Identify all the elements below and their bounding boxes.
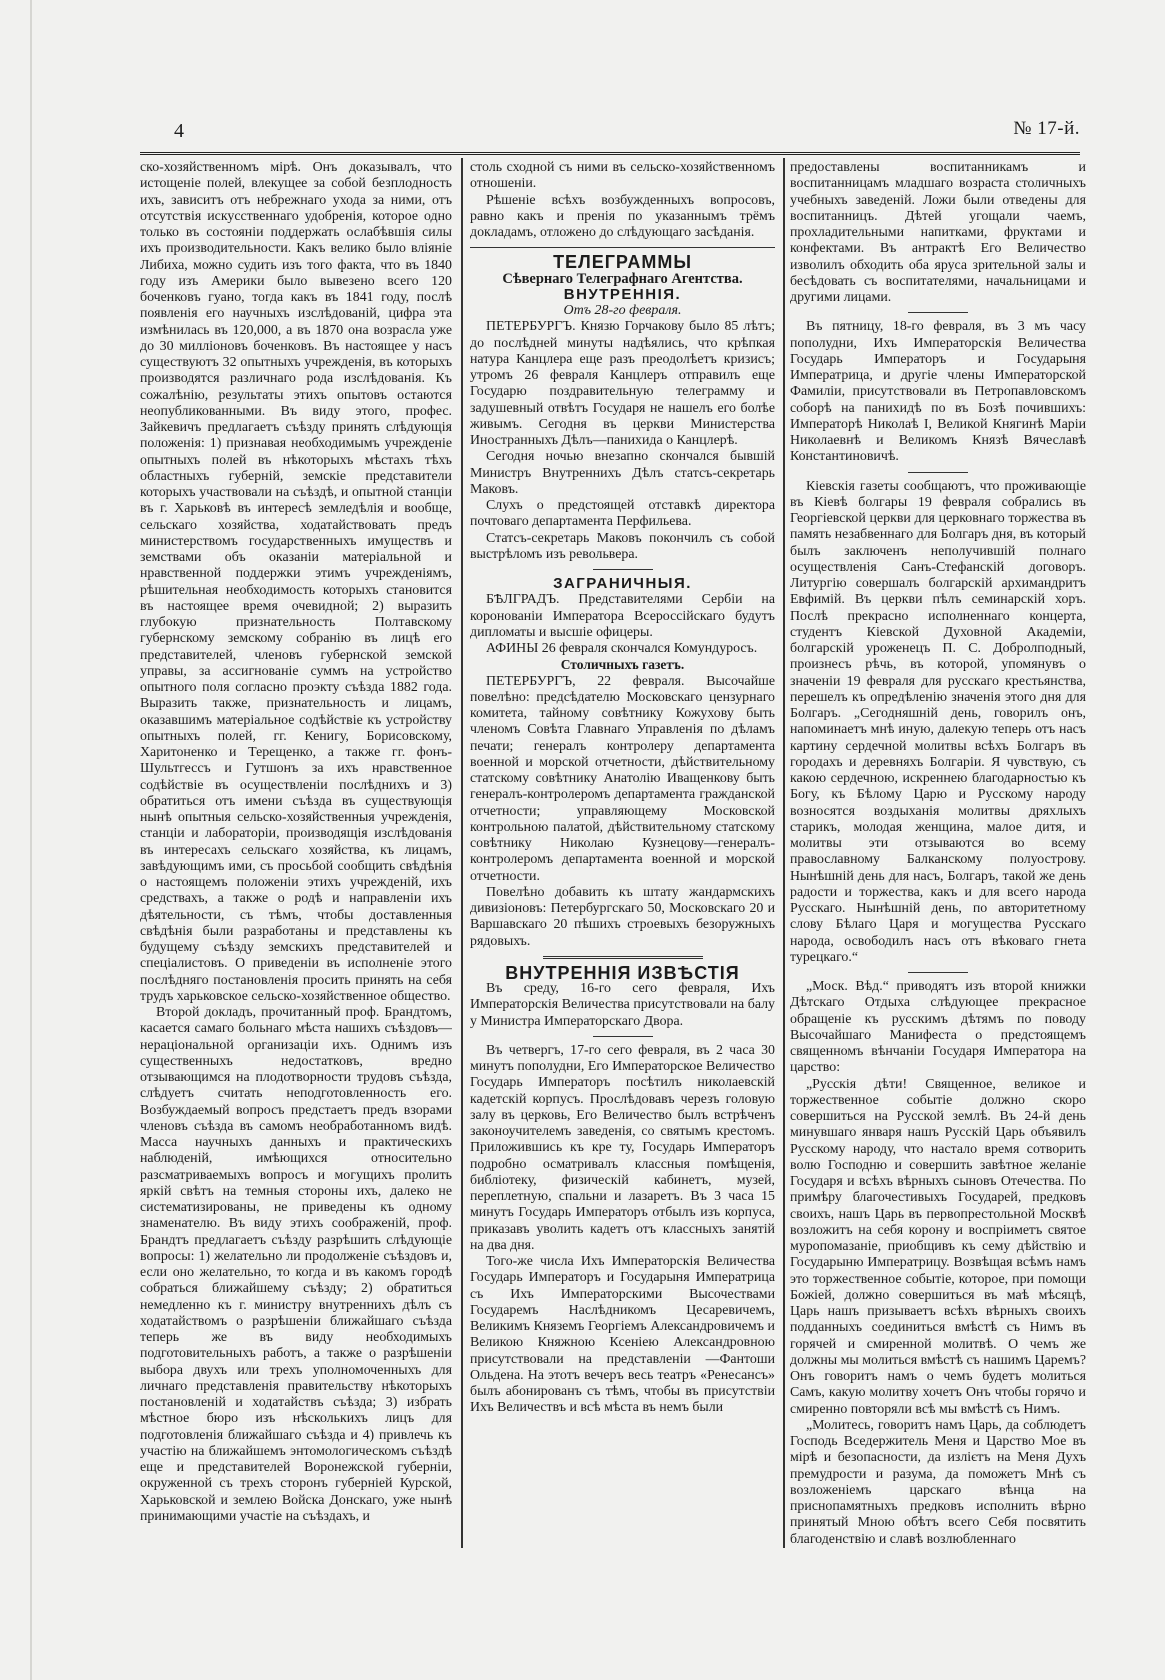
telegram-item: БѢЛГРАДЪ. Представителями Сербіи на коронованіи Императора Всероссійскаго будутъ дипломаты и высшіе офицеры. <box>470 592 775 640</box>
section-rule <box>593 1036 653 1037</box>
header-rule <box>140 152 1080 155</box>
news-item: Въ пятницу, 18-го февраля, въ 3 мъ часу пополудни, Ихъ Императорскія Величества Государь Императоръ и Государыня Императрица, и другіе члены Императорской Фамиліи, присутствовали въ Петропавловскомъ соборѣ на панихидѣ по въ Бозѣ почившихъ: Императорѣ Николаѣ I, Великой Княгинѣ Маріи Николаевнѣ и Великомъ Князѣ Вячеславѣ Константиновичѣ. <box>790 319 1086 465</box>
foreign-heading: ЗАГРАНИЧНЫЯ. <box>553 575 692 592</box>
column-middle <box>470 160 775 1545</box>
article-paragraph: столь сходной съ ними въ сельско-хозяйственномъ отношеніи. <box>470 160 775 192</box>
article-paragraph: ско-хозяйственномъ мірѣ. Онъ доказывалъ, что истощеніе полей, влекущее за собой безплодность ихъ, зависитъ отъ небрежнаго ухода за ними, отъ отсутствія искусственнаго удобренія, которое одно только въ состояніи поддержать ослабѣвшія силы ихъ производительности. Какъ велико было вліяніе Либиха, можно судить изъ того факта, что въ 1840 году изъ Америки было вывезено всего 120 боченковъ гуано, тогда какъ въ 1841 году, послѣ появленія его научныхъ изслѣдованій, цифра эта измѣнилась въ 120,000, а въ 1870 она возрасла уже до 30 милліоновъ боченковъ. Въ настоящее у насъ существуютъ 32 опытныхъ учрежденія, въ которыхъ производятся различнаго рода изслѣдованія. Къ сожалѣнію, результаты этихъ опытовъ остаются неопубликованными. Въ виду этого, профес. Зайкевичъ предлагаетъ съѣзду принять слѣдующія положенія: 1) признавая необходимымъ учрежденіе опытныхъ полей въ нѣкоторыхъ мѣстахъ тѣхъ областныхъ губерній, земскіе представители которыхъ участвовали на съѣздѣ, и опытной станціи въ г. Харьковѣ въ интересѣ земледѣлія и вообще, сельскаго хозяйства, ходатайствовать предъ министерствомъ государственныхъ имуществъ и земствами объ оказаніи матеріальной и нравственной поддержки этимъ учрежденіямъ, рѣшительная необходимость которыхъ становится въ настоящее время очевидной; 2) выразить глубокую признательность Полтавскому губернскому земскому собранію въ лицѣ его представителей, членовъ губернской земской управы, за ассигнованіе суммъ на устройство опытного поля согласно проэкту съѣзда 1882 года. Выразить также, признательность и лицамъ, оказавшимъ матеріальное содѣйствіе къ устройству опытныхъ полей, гг. Кенигу, Борисовскому, Харитоненко и Терещенко, а также гг. фонъ-Шультгессъ и Гутшонъ за ихъ нравственное содѣйствіе въ осуществленіи послѣднихъ и 3) обратиться отъ имени съѣзда въ существующія нынѣ опытныя сельско-хозяйственныя учрежденія, станціи и лабораторіи, производящія изслѣдованія въ интересахъ сельскаго хозяйства, къ лицамъ, завѣдующимъ ими, съ просьбой сообщить свѣдѣнія о настоящемъ положеніи этихъ учрежденій, ихъ средствахъ, а также о родѣ и направленіи ихъ дѣятельности, съ тѣмъ, чтобы доставленныя свѣдѣнія были разработаны и представлены къ будущему съѣзду земскихъ представителей и спеціалистовъ. О приведеніи въ исполненіе этого послѣдняго постановленія просить принять на себя трудъ харьковское сельско-хозяйственное общество. <box>140 160 452 1004</box>
news-item: „Русскія дѣти! Священное, великое и торжественное событіе должно скоро совершиться на Русской землѣ. Въ 24-й день минувшаго января нашъ Русскій Царь объявилъ Русскому народу, что настало время сотворить волю Господню и совершить завѣтное желаніе Государя и всѣхъ вѣрныхъ сыновъ Отечества. По примѣру благочестивыхъ Государей, предковъ своихъ, нашъ Царь въ первопрестольной Москвѣ возложитъ на себя корону и воспріиметъ святое муропомазаніе, приобщивъ къ сему дѣйствію и Государыню Императрицу. Возвѣщая всѣмъ намъ это торжественное событіе, которое, при помощи Божіей, должно совершиться въ маѣ мѣсяцѣ, Царь нашъ призываетъ всѣхъ вѣрныхъ своихъ подданныхъ соединиться вмѣстѣ съ Нимъ въ горячей и смиренной молитвѣ. О чемъ же должны мы молиться вмѣстѣ съ нашимъ Царемъ? Онъ говоритъ намъ о чемъ будетъ молиться Самъ, какую молитву хочетъ Онъ чтобы горячо и смиренно повторяли всѣ мы вмѣстѣ съ Нимъ. <box>790 1076 1086 1417</box>
column-left <box>140 160 452 1545</box>
page-edge-shadow <box>30 0 32 1680</box>
telegram-item: Сегодня ночью внезапно скончался бывшій Министръ Внутреннихъ Дѣлъ статсъ-секретарь Маковъ. <box>470 449 775 497</box>
telegrams-heading: ТЕЛЕГРАММЫ <box>553 252 692 273</box>
telegram-item: ПЕТЕРБУРГЪ, 22 февраля. Высочайше повелѣно: предсѣдателю Московскаго цензурнаго комитета, тайному совѣтнику Кожухову быть членомъ Совѣта Главнаго Управленія по дѣламъ печати; генералъ контролеру департамента военной и морской отчетности, дѣйствительному статскому совѣтнику Анатолію Иващенкову быть генералъ-контролеромъ департамента гражданской отчетности; управляющему Московской контрольною палатой, дѣйствительному статскому совѣтнику Николаю Кузнецову—генералъ-контролеромъ департамента военной и морской отчетности. <box>470 673 775 884</box>
column-divider <box>783 158 785 1548</box>
telegram-item: Слухъ о предстоящей отставкѣ директора почтоваго департамента Перфильева. <box>470 498 775 530</box>
agency-heading: Сѣвернаго Телеграфнаго Агентства. <box>502 270 743 287</box>
column-divider <box>461 158 463 1548</box>
telegram-item: ПЕТЕРБУРГЪ. Князю Горчакову было 85 лѣтъ; до послѣдней минуты надѣялись, что крѣпкая натура Канцлера еще разъ преодолѣетъ кризисъ; утромъ 26 февраля Канцлеръ отправилъ еще Государю поздравительную телеграмму и задушевный отвѣтъ Государя не нашелъ его болѣе живымъ. Сегодня въ церкви Министерства Иностранныхъ Дѣлъ—панихида о Канцлерѣ. <box>470 319 775 448</box>
news-item: „Моск. Вѣд.“ приводятъ изъ второй книжки Дѣтскаго Отдыха слѣдующее прекрасное обращеніе къ русскимъ дѣтямъ по поводу Высочайшаго Манифеста о предстоящемъ священномъ вѣнчаніи Государя Императора на царство: <box>790 979 1086 1076</box>
column-right <box>790 160 1086 1545</box>
capital-papers-heading: Столичныхъ газетъ. <box>560 657 685 673</box>
date-line: Отъ 28-го февраля. <box>563 303 682 318</box>
news-item: „Молитесь, говоритъ намъ Царь, да соблюдетъ Господь Вседержитель Меня и Царство Мое въ мірѣ и безопасности, да излієтъ на Меня Духъ премудрости и разума, да поможетъ Мнѣ съ возложеніемъ царскаго вѣнца на приснопамятныхъ предковъ исполнить вѣрно принятый Мною обѣтъ всего Себя посвятить благоденствію и славѣ возлюбленнаго <box>790 1417 1086 1545</box>
section-rule <box>908 472 968 473</box>
internal-news-heading: ВНУТРЕННІЯ ИЗВѢСТІЯ <box>505 962 740 983</box>
section-rule <box>908 972 968 973</box>
section-rule <box>470 247 775 248</box>
internal-heading: ВНУТРЕННІЯ. <box>563 285 682 303</box>
section-rule <box>908 312 968 313</box>
telegram-item: Повелѣно добавить къ штату жандармскихъ дивизіоновъ: Петербургскаго 50, Московскаго 20 и Варшавскаго 20 пѣшихъ строевыхъ безоружныхъ рядовыхъ. <box>470 884 775 949</box>
article-paragraph: Второй докладъ, прочитанный проф. Брандтомъ, касается самаго больнаго мѣста нашихъ съѣздовъ—нераціональной организаціи ихъ. Однимъ изъ существенныхъ недостатковъ, вредно отзывающимся на плодотворности трудовъ съѣзда, слѣдуетъ считать неподготовленность его. Возбуждаемый вопросъ предстаетъ предъ взорами членовъ съѣзда въ самомъ необработанномъ видѣ. Масса научныхъ данныхъ и практическихъ наблюденій, имѣющихся относительно разсматриваемыхъ вопросъ и могущихъ пролить яркій свѣтъ на темныя стороны ихъ, далеко не систематизированы, не приведены къ одному знаменателю. Въ виду этихъ соображеній, проф. Брандтъ предлагаетъ съѣзду разрѣшить слѣдующіе вопросы: 1) желательно ли продолженіе съѣздовъ и, если оно желательно, то когда и въ какомъ городѣ собраться ближайшему съѣзду; 2) обратиться немедленно къ г. министру внутреннихъ дѣлъ съ ходатайствомъ о разрѣшеніи ближайшаго съѣзда теперь же въ виду необходимыхъ подготовительныхъ работъ, а также о разрѣшеніи выбора двухъ или трехъ уполномоченныхъ для личнаго представленія правительству нѣкоторыхъ постановленій и ходатайствъ съѣзда; 3) избрать мѣстное бюро изъ нѣсколькихъ лицъ для подготовленія ближайшаго съѣзда и 4) привлечь къ участію на ближайшемъ энтомологическомъ съѣздѣ еще и представителей Воронежской губерніи, окруженной съ трехъ сторонъ губерніей Курской, Харьковской и землею Войска Донскаго, уже нынѣ принимающими участіе на съѣздахъ, и <box>140 1005 452 1524</box>
news-item: Кіевскія газеты сообщаютъ, что проживающіе въ Кіевѣ болгары 19 февраля собрались въ Георгіевской церкви для церковнаго торжества въ память незабвеннаго для Болгаръ дня, въ который былъ заключенъ неполучившій полнаго осуществленія Санъ-Стефанскій договоръ. Литургію совершалъ болгарскій архимандритъ Евфимій. Въ церкви пѣлъ семинарскій хоръ. Послѣ прекрасно исполненнаго концерта, студентъ Кіевской Духовной Академіи, болгарскій уроженецъ П. С. Добролподный, произнесъ рѣчь, въ которой, упомянувъ о значеніи 19 февраля для русскаго крестьянства, перешелъ къ опредѣленію значенія этого дня для Болгаръ. „Сегодняшній день, говорилъ онъ, напоминаетъ мнѣ иную, далекую теперь отъ насъ картину сердечной молитвы всѣхъ Болгаръ въ городахъ и деревняхъ Болгаріи. Я чувствую, съ какою сердечною, искреннею благодарностью къ Богу, къ Бѣлому Царю и Русскому народу возносятся воздыханія молитвы дряхлыхъ старикъ, молодая женщина, малое дитя, и молитвы эти отзываются во всему православному Балканскому полуострову. Нынѣшній день для насъ, Болгаръ, такой же день радости и торжества, какъ и для всего народа Русскаго. Нынѣшній день, по авторитетному слову Бѣлаго Царя и могущества Русскаго народа, освободилъ насъ отъ вѣковаго гнета турецкаго.“ <box>790 478 1086 965</box>
news-item: Того-же числа Ихъ Императорскія Величества Государь Императоръ и Государыня Императрица съ Ихъ Императорскими Высочествами Государемъ Наслѣдникомъ Цесаревичемъ, Великимъ Княземъ Георгіемъ Александровичемъ и Великою Княжною Ксеніею Александровною присутствовали на представленіи —Фантоши Ольдена. На этотъ вечеръ весь театръ «Ренесансъ» былъ абонированъ съ тѣмъ, чтобы въ присутствіи Ихъ Величествъ и всѣ мѣста въ немъ были <box>470 1254 775 1416</box>
issue-number: № 17-й. <box>1013 118 1080 139</box>
section-rule <box>593 569 653 570</box>
news-item: предоставлены воспитанникамъ и воспитанницамъ младшаго возраста столичныхъ учебныхъ заведеній. Ложи были отведены для воспитанницъ. Дѣтей угощали чаемъ, прохладительными напитками, фруктами и конфектами. Въ антрактѣ Его Величество изволилъ обходить оба яруса зрительной залы и бесѣдовать съ воспитателями, начальницами и другими лицами. <box>790 160 1086 305</box>
telegram-item: Статсъ-секретарь Маковъ покончилъ съ собой выстрѣломъ изъ револьвера. <box>470 530 775 562</box>
telegram-item: АФИНЫ 26 февраля скончался Комундуросъ. <box>486 641 758 656</box>
news-item: Въ четвергъ, 17-го сего февраля, въ 2 часа 30 минутъ пополудни, Его Императорское Величество Государь Императоръ посѣтилъ николаевскій кадетскій корпусъ. Прослѣдовавъ черезъ головую залу въ церковь, Его Величество былъ встрѣченъ законоучителемъ заведенія, со святымъ крестомъ. Приложившись къ кре ту, Государь Императоръ подробно осматривалъ классныя помѣщенія, библіотеку, физическій кабинетъ, музей, переплетную, спальни и лазаретъ. Въ 3 часа 15 минутъ Государь Императоръ отбылъ изъ корпуса, приказавъ уволить кадетъ отъ классныхъ занятій на два дня. <box>470 1042 775 1253</box>
page-number: 4 <box>174 120 184 142</box>
page-header <box>170 118 1090 146</box>
news-item: Въ среду, 16-го сего февраля, Ихъ Императорскія Величества присутствовали на балу у Министра Императорскаго Двора. <box>470 981 775 1029</box>
section-rule <box>543 956 703 959</box>
article-paragraph: Рѣшеніе всѣхъ возбужденныхъ вопросовъ, равно какъ и пренія по указаннымъ трёмъ докладамъ, отложено до слѣдующаго засѣданія. <box>470 192 775 240</box>
